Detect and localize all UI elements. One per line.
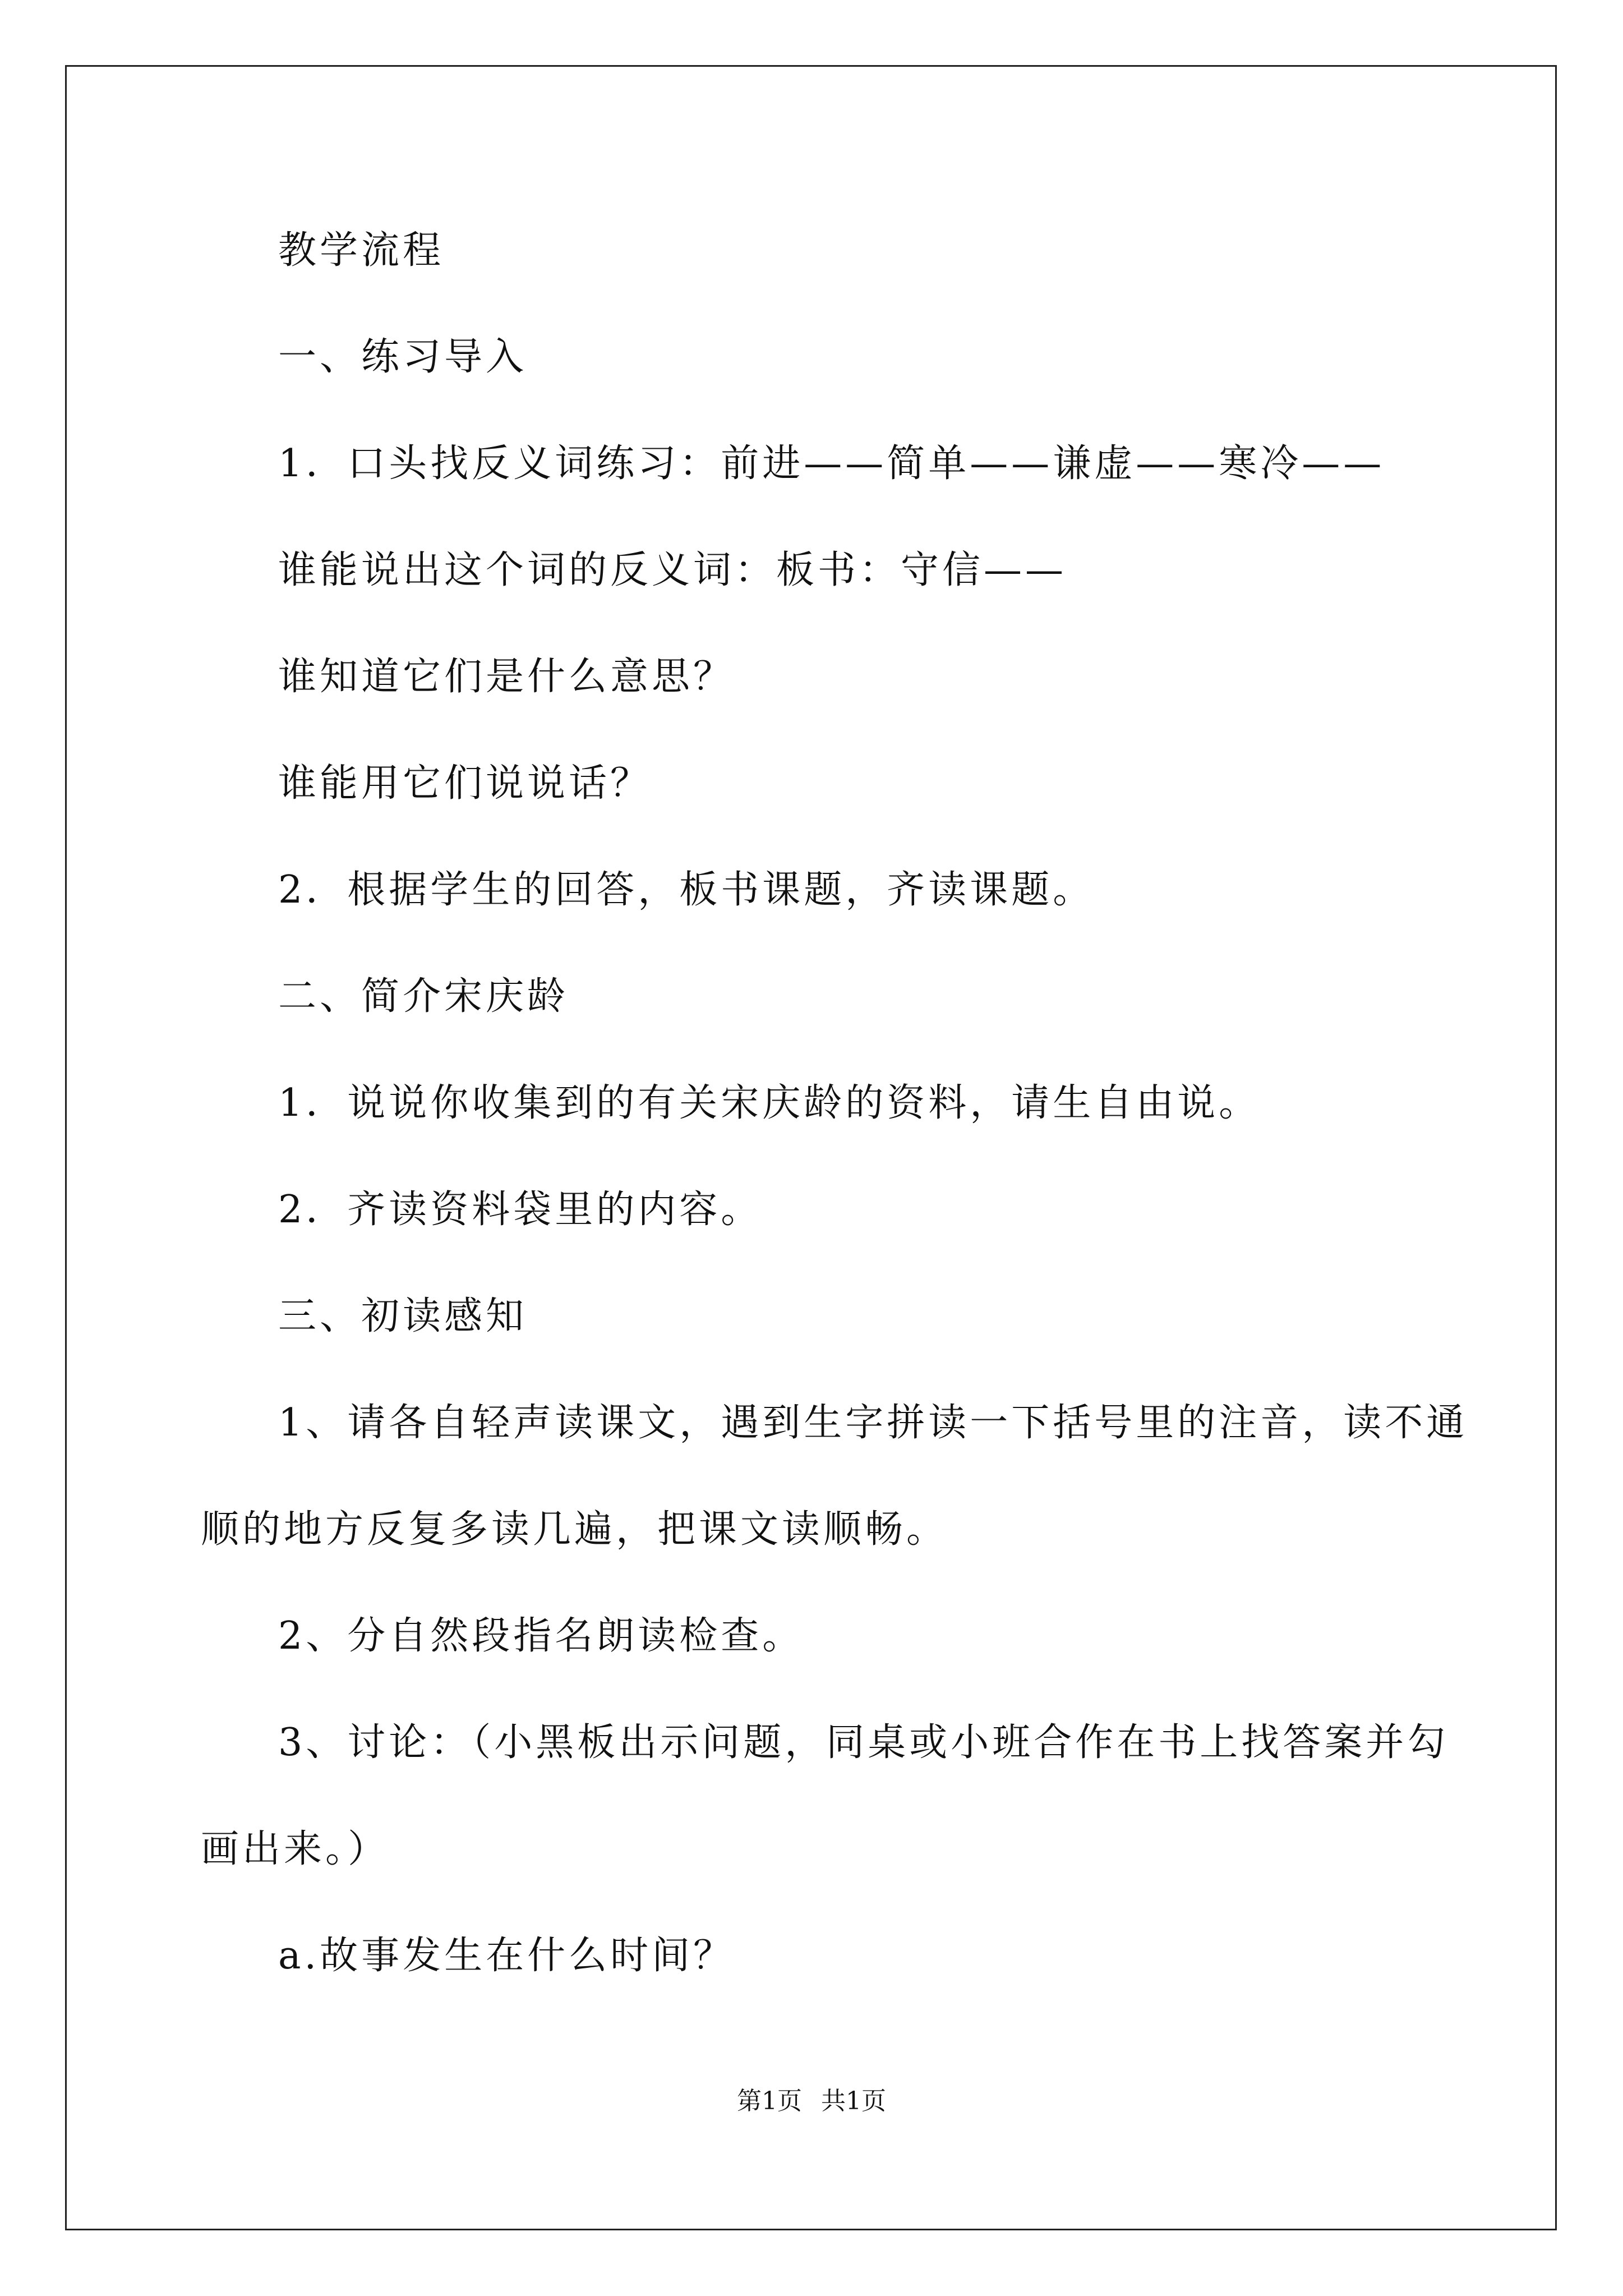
paragraph-line-continued: 画出来。） <box>201 1827 390 1871</box>
page-footer <box>0 2085 1623 2118</box>
section-heading-1: 一、练习导入 <box>278 335 528 379</box>
paragraph-line: 谁知道它们是什么意思？ <box>278 655 735 699</box>
page-number: 第1页 <box>737 2087 802 2115</box>
paragraph-line: 2．齐读资料袋里的内容。 <box>278 1188 763 1232</box>
paragraph-line: 1、请各自轻声读课文，遇到生字拼读一下括号里的注音，读不通 <box>278 1401 1468 1445</box>
paragraph-line: 谁能说出这个词的反义词：板书：守信—— <box>278 548 1067 592</box>
paragraph-line: 3、讨论：（小黑板出示问题，同桌或小班合作在书上找答案并勾 <box>278 1720 1449 1765</box>
paragraph-line-continued: 顺的地方反复多读几遍，把课文读顺畅。 <box>201 1507 948 1552</box>
page-border <box>65 65 1557 2230</box>
paragraph-line: a.故事发生在什么时间？ <box>278 1934 735 1978</box>
paragraph-line: 2、分自然段指名朗读检查。 <box>278 1614 804 1658</box>
section-heading-2: 二、简介宋庆龄 <box>278 974 569 1019</box>
paragraph-line: 谁能用它们说说话？ <box>278 761 652 806</box>
paragraph-line: 1．口头找反义词练习：前进——简单——谦虚——寒冷—— <box>278 441 1385 486</box>
page-total: 共1页 <box>821 2087 886 2115</box>
section-heading-3: 三、初读感知 <box>278 1294 528 1338</box>
paragraph-line: 2．根据学生的回答，板书课题，齐读课题。 <box>278 868 1095 912</box>
heading-teaching-process: 教学流程 <box>278 228 445 273</box>
paragraph-line: 1．说说你收集到的有关宋庆龄的资料，请生自由说。 <box>278 1081 1261 1125</box>
